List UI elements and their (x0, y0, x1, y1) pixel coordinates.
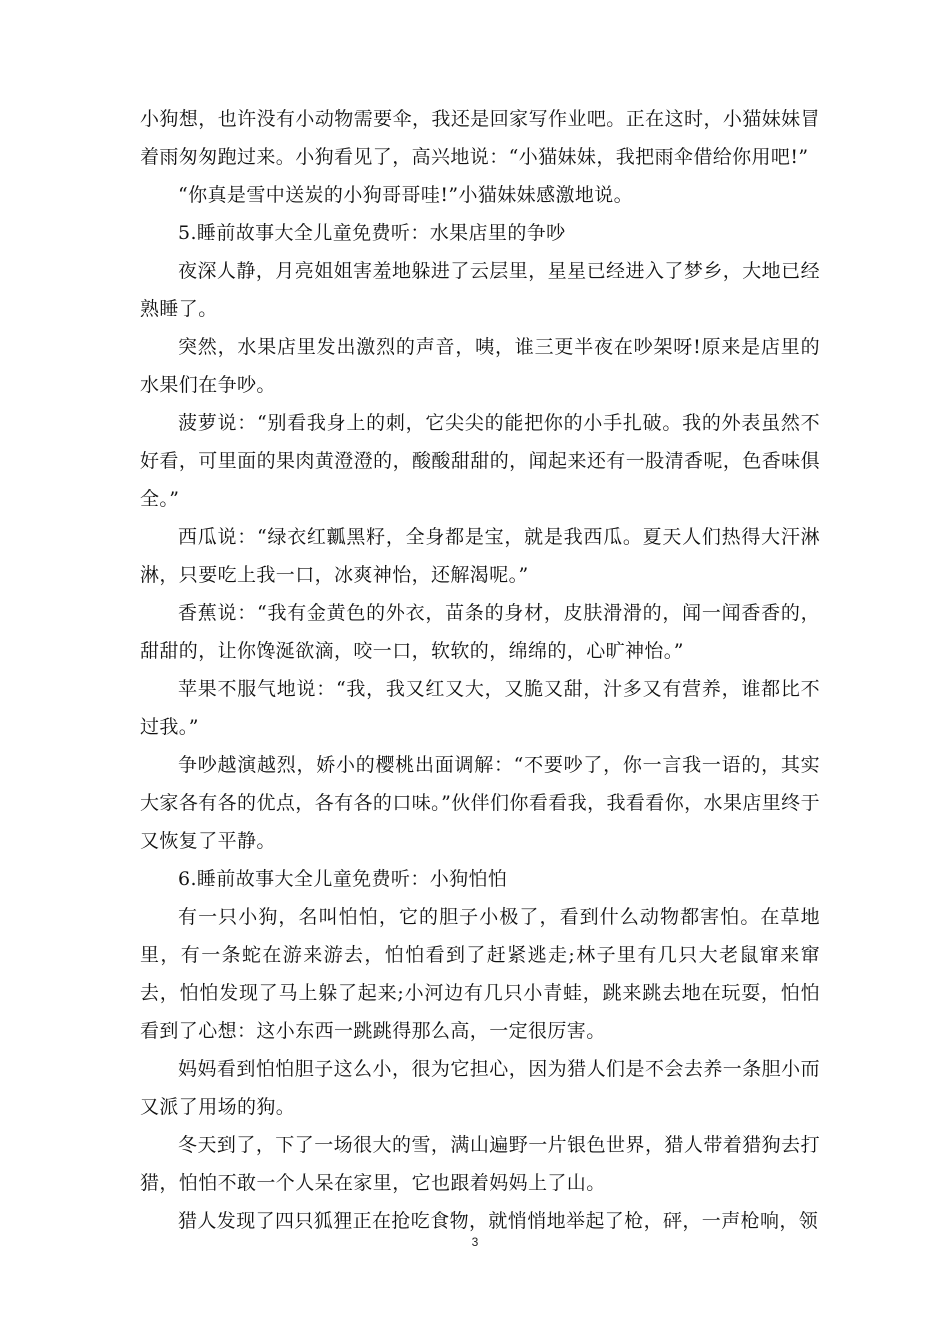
page-number: 3 (471, 1235, 479, 1249)
paragraph: 冬天到了，下了一场很大的雪，满山遍野一片银色世界，猎人带着猎狗去打猎，怕怕不敢一个人呆在家里，它也跟着妈妈上了山。 (140, 1134, 820, 1194)
paragraph: 小狗想，也许没有小动物需要伞，我还是回家写作业吧。正在这时，小猫妹妹冒着雨匆匆跑过来。小狗看见了，高兴地说：“小猫妹妹，我把雨伞借给你用吧!” (140, 108, 820, 168)
document-body (140, 100, 820, 1240)
paragraph: 苹果不服气地说：“我，我又红又大，又脆又甜，汁多又有营养，谁都比不过我。” (140, 678, 820, 738)
paragraph: 菠萝说：“别看我身上的刺，它尖尖的能把你的小手扎破。我的外表虽然不好看，可里面的果肉黄澄澄的，酸酸甜甜的，闻起来还有一股清香呢，色香味俱全。” (140, 412, 820, 510)
paragraph: 夜深人静，月亮姐姐害羞地躲进了云层里，星星已经进入了梦乡，大地已经熟睡了。 (140, 260, 820, 320)
paragraph: 香蕉说：“我有金黄色的外衣，苗条的身材，皮肤滑滑的，闻一闻香香的，甜甜的，让你馋涎欲滴，咬一口，软软的，绵绵的，心旷神怡。” (140, 602, 820, 662)
paragraph: 有一只小狗，名叫怕怕，它的胆子小极了，看到什么动物都害怕。在草地里，有一条蛇在游来游去，怕怕看到了赶紧逃走;林子里有几只大老鼠窜来窜去，怕怕发现了马上躲了起来;小河边有几只小青蛙，跳来跳去地在玩耍，怕怕看到了心想：这小东西一跳跳得那么高，一定很厉害。 (140, 906, 820, 1042)
paragraph: 突然，水果店里发出激烈的声音，咦，谁三更半夜在吵架呀!原来是店里的水果们在争吵。 (140, 336, 820, 396)
section-heading: 6.睡前故事大全儿童免费听：小狗怕怕 (178, 868, 508, 890)
paragraph: 西瓜说：“绿衣红瓤黑籽，全身都是宝，就是我西瓜。夏天人们热得大汗淋淋，只要吃上我一口，冰爽神怡，还解渴呢。” (140, 526, 820, 586)
paragraph: 妈妈看到怕怕胆子这么小，很为它担心，因为猎人们是不会去养一条胆小而又派了用场的狗。 (140, 1058, 820, 1118)
paragraph: “你真是雪中送炭的小狗哥哥哇!”小猫妹妹感激地说。 (178, 184, 634, 206)
section-heading: 5.睡前故事大全儿童免费听：水果店里的争吵 (178, 222, 566, 244)
paragraph: 争吵越演越烈，娇小的樱桃出面调解：“不要吵了，你一言我一语的，其实大家各有各的优点，各有各的口味。”伙伴们你看看我，我看看你，水果店里终于又恢复了平静。 (140, 754, 820, 852)
paragraph: 猎人发现了四只狐狸正在抢吃食物，就悄悄地举起了枪，砰，一声枪响，领 (178, 1210, 819, 1232)
